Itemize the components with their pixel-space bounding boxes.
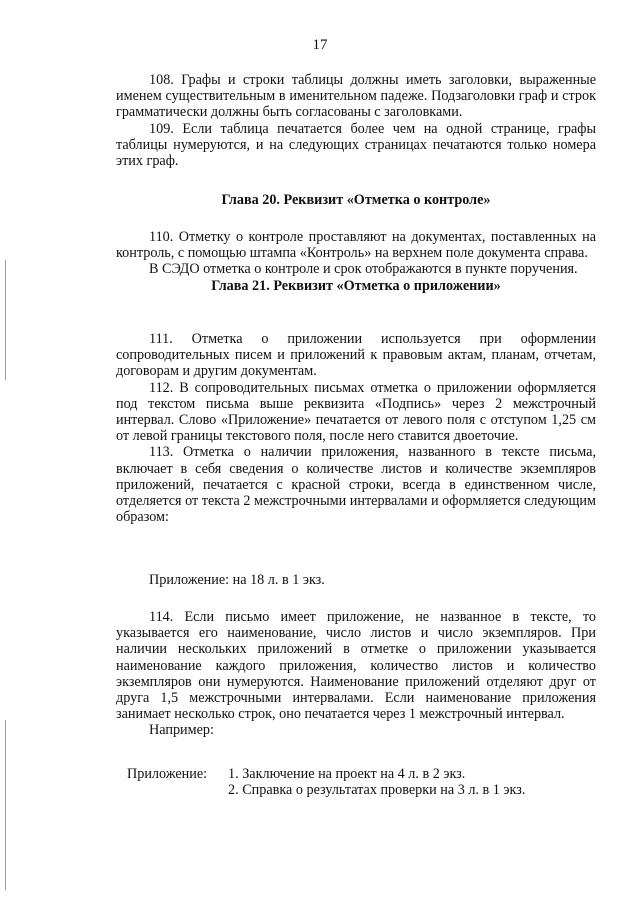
chapter-20-heading: Глава 20. Реквизит «Отметка о контроле» (221, 192, 491, 208)
paragraph-111: 111. Отметка о приложении используется при оформлении сопроводительных писем и приложений к правовым актам, планам, отчетам, договорам и другим документам. (116, 331, 596, 380)
paragraph-110: 110. Отметку о контроле проставляют на документах, поставленных на контроль, с помощью штампа «Контроль» на верхнем поле документа справа. (116, 229, 596, 262)
section-tables (116, 72, 596, 169)
scan-edge-mark-lower (5, 720, 6, 890)
attachment-item-2: 2. Справка о результатах проверки на 3 л. в 1 экз. (228, 782, 526, 798)
paragraph-113: 113. Отметка о наличии приложения, названного в тексте письма, включает в себя сведения о количестве листов и количестве экземпляров приложений, печатается с красной строки, всегда в единственном числе, отделяется от текста 2 межстрочными интервалами и оформляется следующим образом: (116, 444, 596, 526)
example-single-attachment (116, 572, 596, 588)
paragraph-109: 109. Если таблица печатается более чем на одной странице, графы таблицы нумеруются, и на следующих страницах печатаются только номера этих граф. (116, 120, 596, 170)
page-number: 17 (312, 37, 328, 53)
scan-edge-mark (5, 260, 6, 380)
paragraph-108: 108. Графы и строки таблицы должны иметь заголовки, выраженные именем существительным в именительном падеже. Подзаголовки граф и строк грамматически должны быть согласованы с заголовками. (116, 72, 596, 121)
example-attachment-line: Приложение: на 18 л. в 1 экз. (149, 572, 325, 588)
paragraph-114: 114. Если письмо имеет приложение, не названное в тексте, то указывается его наименование, число листов и число экземпляров. При наличии нескольких приложений в отметке о приложении указывается наименование каждого приложения, количество листов и количество экземпляров они нумеруются. Наименование приложений отделяют друг от друга 1,5 межстрочными интервалами. Если наименование приложения занимает несколько строк, оно печатается через 1 межстрочный интервал. (116, 609, 596, 723)
paragraph-110-sedo: В СЭДО отметка о контроле и срок отображаются в пункте поручения. (149, 261, 578, 278)
paragraph-112: 112. В сопроводительных письмах отметка о приложении оформляется под текстом письма выше реквизита «Подпись» через 2 межстрочный интервал. Слово «Приложение» печатается от левого поля с отступом 1,25 см от левой границы текстового поля, после него ставится двоеточие. (116, 379, 596, 445)
section-control-mark (116, 229, 596, 294)
attachment-item-1: 1. Заключение на проект на 4 л. в 2 экз. (228, 766, 466, 782)
section-multiple-attachments (116, 609, 596, 739)
chapter-21-heading: Глава 21. Реквизит «Отметка о приложении» (211, 277, 501, 294)
section-attachment-mark (116, 331, 596, 525)
for-example-label: Например: (149, 722, 214, 739)
chapter-20-heading-block (116, 192, 596, 208)
attachment-list-label: Приложение: (127, 766, 208, 782)
